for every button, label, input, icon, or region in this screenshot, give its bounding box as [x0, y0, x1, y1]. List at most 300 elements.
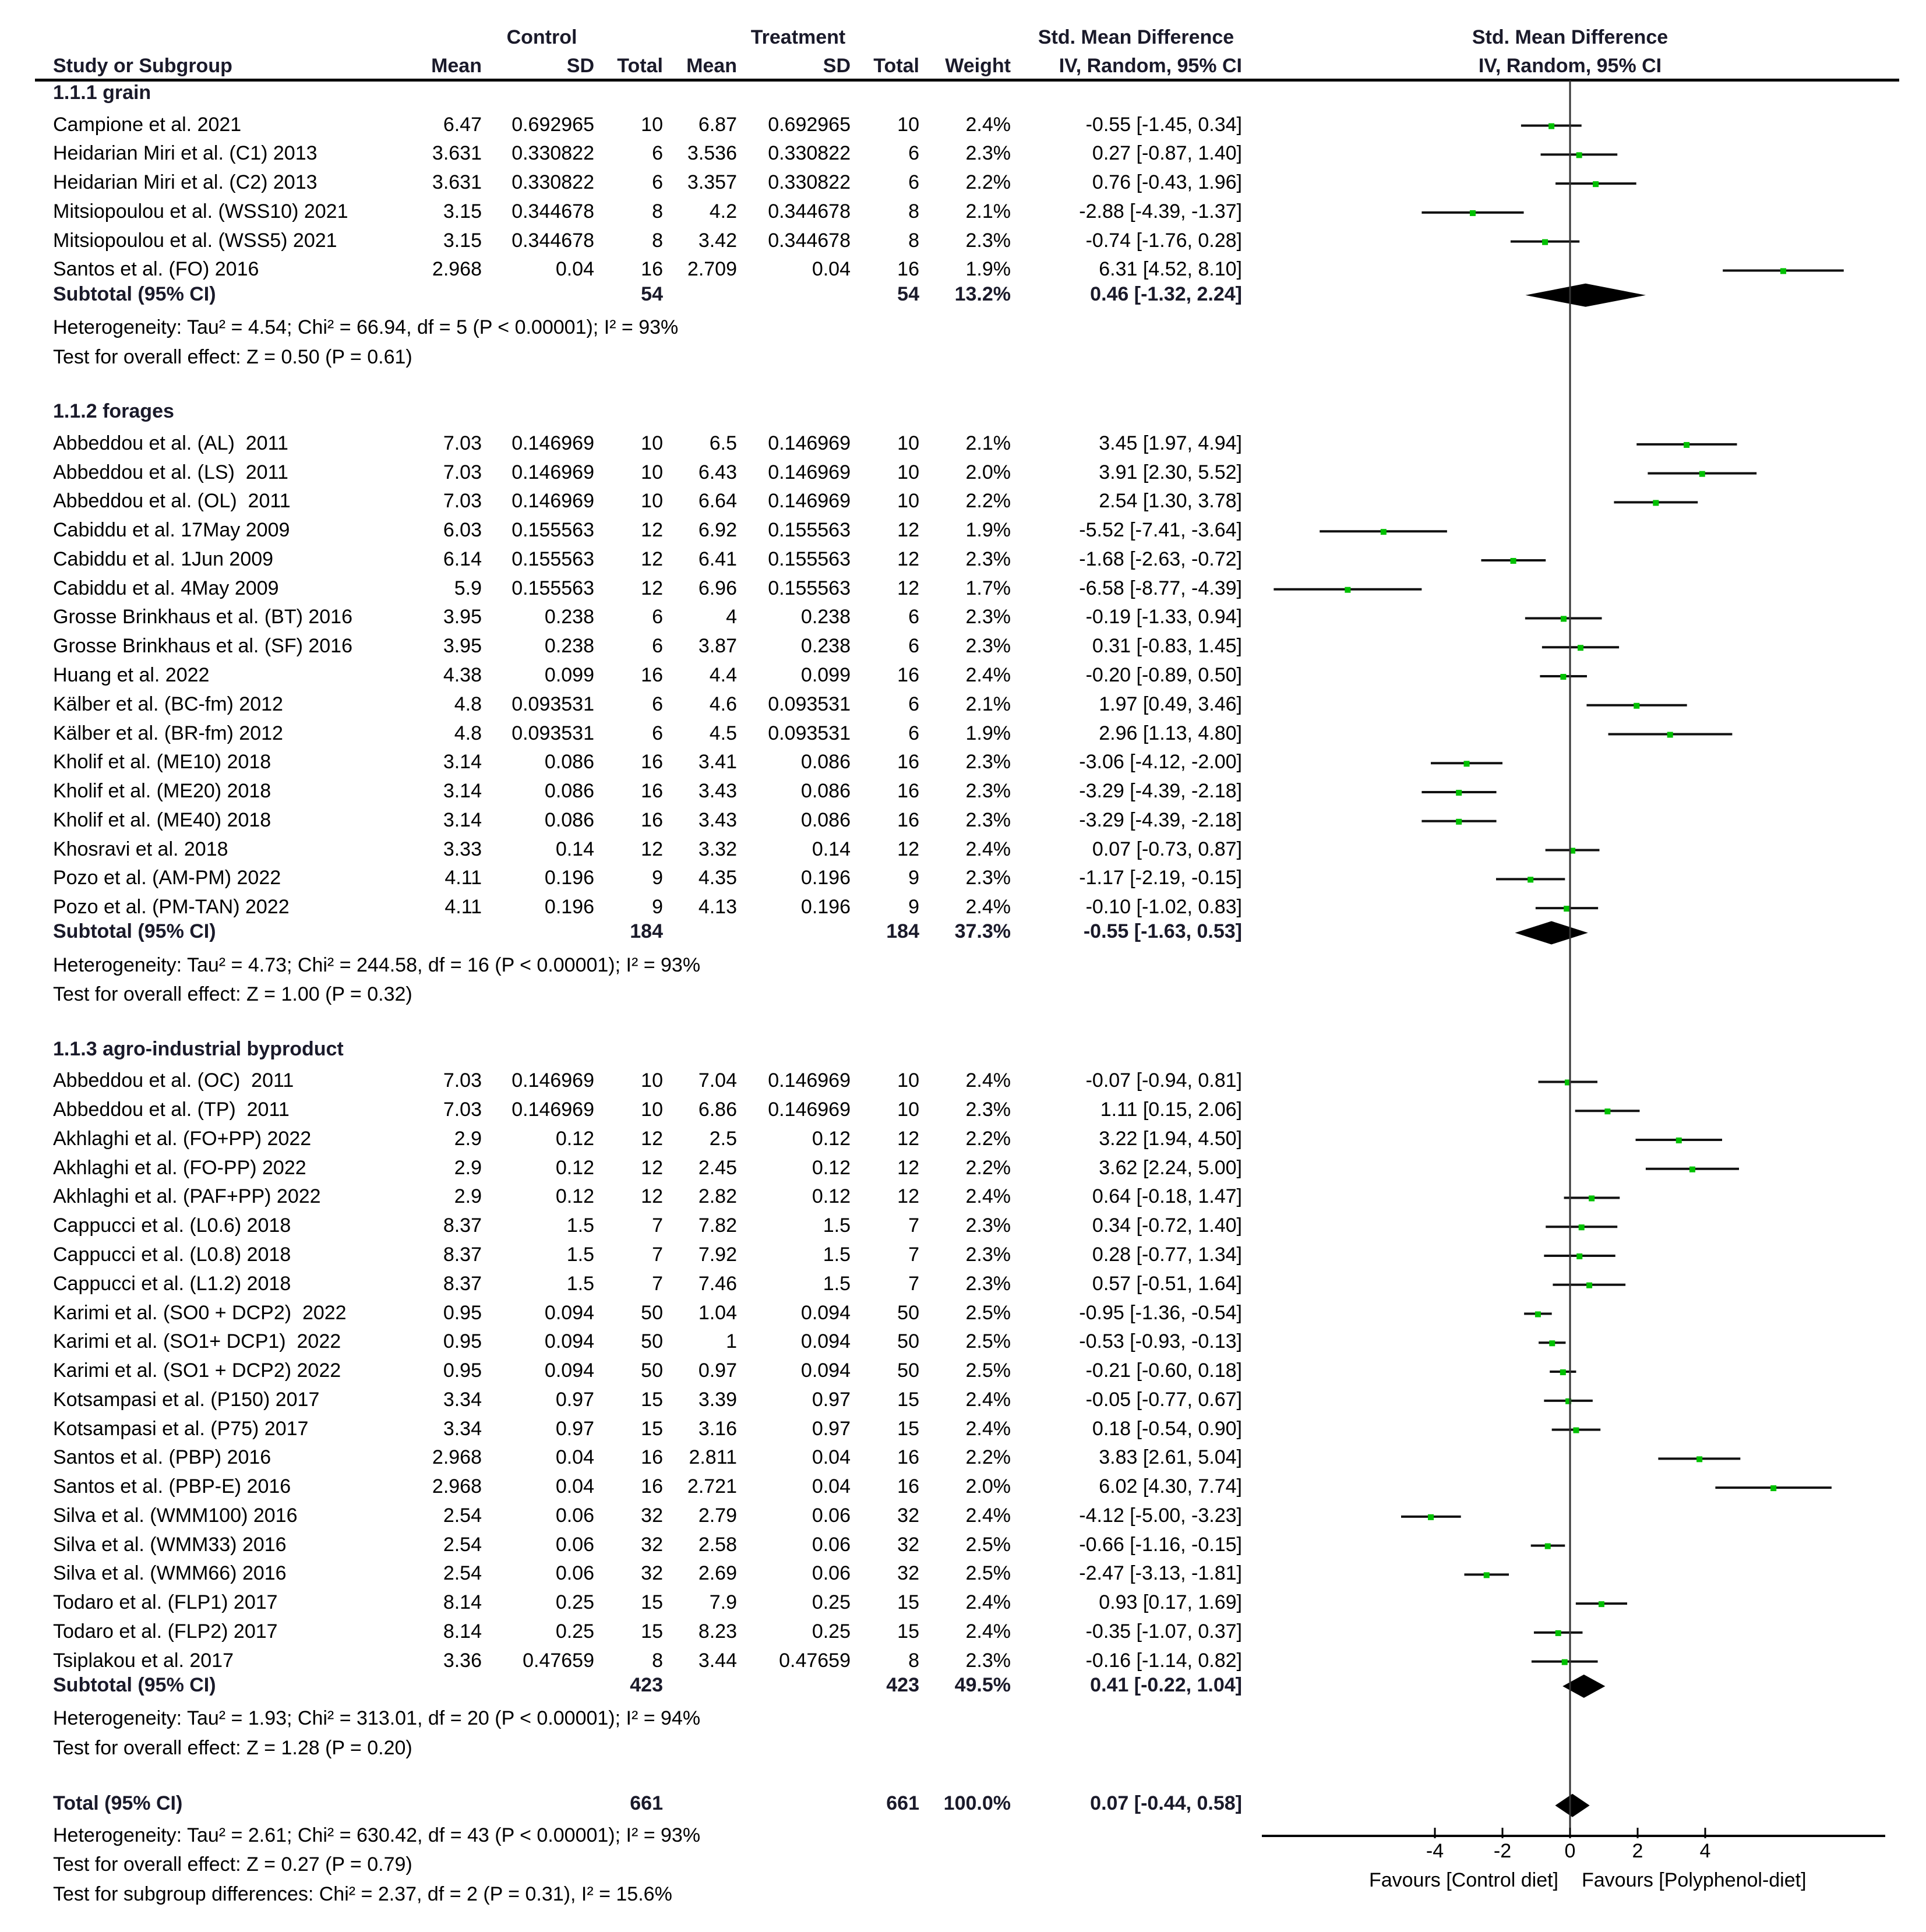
weight: 2.3% — [965, 635, 1011, 658]
treatment-mean: 1.04 — [698, 1301, 737, 1324]
control-mean: 3.15 — [443, 229, 482, 252]
control-sd: 0.692965 — [512, 113, 594, 136]
study-name: Huang et al. 2022 — [53, 663, 210, 686]
point-estimate-marker — [1545, 1544, 1551, 1549]
subtotal-control-total: 423 — [630, 1674, 663, 1697]
header-smd-group: Std. Mean Difference — [1038, 26, 1234, 48]
point-estimate-marker — [1589, 1195, 1595, 1201]
study-name: Cappucci et al. (L1.2) 2018 — [53, 1272, 291, 1295]
treatment-total: 12 — [897, 1156, 919, 1179]
weight: 2.5% — [965, 1301, 1011, 1324]
smd-ci: 0.64 [-0.18, 1.47] — [1092, 1185, 1242, 1208]
header-treatment-sd: SD — [823, 55, 851, 77]
weight: 2.5% — [965, 1562, 1011, 1585]
treatment-mean: 6.96 — [698, 577, 737, 599]
control-mean: 6.03 — [443, 519, 482, 542]
smd-ci: -3.29 [-4.39, -2.18] — [1079, 780, 1242, 803]
study-name: Campione et al. 2021 — [53, 113, 242, 136]
treatment-mean: 4.6 — [709, 693, 737, 715]
point-estimate-marker — [1511, 558, 1516, 564]
control-mean: 4.8 — [454, 693, 482, 715]
control-mean: 4.8 — [454, 722, 482, 744]
treatment-mean: 6.92 — [698, 519, 737, 542]
control-sd: 0.093531 — [512, 693, 594, 715]
weight: 2.4% — [965, 1620, 1011, 1643]
treatment-total: 6 — [908, 142, 919, 165]
smd-ci: 2.96 [1.13, 4.80] — [1099, 722, 1242, 744]
control-mean: 6.47 — [443, 113, 482, 136]
control-sd: 1.5 — [566, 1244, 594, 1266]
control-total: 50 — [641, 1301, 663, 1324]
treatment-mean: 2.45 — [698, 1156, 737, 1179]
treatment-mean: 4 — [726, 606, 737, 628]
smd-ci: -0.19 [-1.33, 0.94] — [1085, 606, 1242, 628]
weight: 2.4% — [965, 1069, 1011, 1092]
smd-ci: 3.45 [1.97, 4.94] — [1099, 432, 1242, 454]
treatment-mean: 2.79 — [698, 1504, 737, 1527]
treatment-total: 12 — [897, 838, 919, 860]
control-sd: 0.12 — [555, 1156, 594, 1179]
point-estimate-marker — [1578, 645, 1583, 651]
treatment-mean: 0.97 — [698, 1359, 737, 1382]
control-mean: 3.14 — [443, 808, 482, 831]
header-plot-ci: IV, Random, 95% CI — [1478, 55, 1662, 77]
point-estimate-marker — [1604, 1108, 1610, 1114]
treatment-mean: 6.43 — [698, 461, 737, 483]
pooled-estimate-diamond — [1562, 1675, 1605, 1698]
control-mean: 5.9 — [454, 577, 482, 599]
treatment-total: 10 — [897, 432, 919, 454]
treatment-total: 12 — [897, 548, 919, 570]
control-sd: 0.04 — [555, 1475, 594, 1498]
smd-ci: 2.54 [1.30, 3.78] — [1099, 490, 1242, 513]
control-sd: 0.146969 — [512, 432, 594, 454]
subtotal-ci: 0.41 [-0.22, 1.04] — [1090, 1674, 1242, 1697]
control-mean: 7.03 — [443, 461, 482, 483]
study-name: Kotsampasi et al. (P150) 2017 — [53, 1388, 320, 1411]
weight: 2.3% — [965, 867, 1011, 889]
control-sd: 0.086 — [544, 808, 594, 831]
control-sd: 0.093531 — [512, 722, 594, 744]
treatment-sd: 0.12 — [812, 1185, 851, 1208]
study-name: Heidarian Miri et al. (C2) 2013 — [53, 171, 318, 194]
control-sd: 1.5 — [566, 1272, 594, 1295]
treatment-sd: 0.093531 — [768, 722, 851, 744]
study-name: Abbeddou et al. (OC) 2011 — [53, 1069, 294, 1092]
treatment-total: 16 — [897, 780, 919, 803]
treatment-mean: 3.32 — [698, 838, 737, 860]
x-axis-tick-label: 4 — [1699, 1840, 1711, 1862]
control-total: 9 — [652, 896, 663, 919]
overall-effect-stat: Test for overall effect: Z = 1.00 (P = 0.32) — [53, 983, 412, 1006]
treatment-total: 16 — [897, 1475, 919, 1498]
study-name: Kholif et al. (ME20) 2018 — [53, 780, 271, 803]
treatment-total: 32 — [897, 1562, 919, 1585]
weight: 2.5% — [965, 1359, 1011, 1382]
treatment-sd: 0.094 — [800, 1359, 851, 1382]
x-axis-tick-label: -2 — [1493, 1840, 1512, 1862]
treatment-sd: 0.155563 — [768, 548, 851, 570]
treatment-sd: 0.344678 — [768, 229, 851, 252]
control-sd: 0.238 — [544, 635, 594, 658]
control-mean: 3.36 — [443, 1649, 482, 1672]
study-name: Grosse Brinkhaus et al. (SF) 2016 — [53, 635, 353, 658]
point-estimate-marker — [1456, 819, 1462, 825]
point-estimate-marker — [1564, 906, 1569, 912]
smd-ci: -0.16 [-1.14, 0.82] — [1085, 1649, 1242, 1672]
study-name: Kholif et al. (ME10) 2018 — [53, 751, 271, 773]
control-mean: 7.03 — [443, 1069, 482, 1092]
treatment-sd: 0.04 — [812, 1475, 851, 1498]
control-sd: 0.094 — [544, 1330, 594, 1353]
study-name: Pozo et al. (PM-TAN) 2022 — [53, 896, 290, 919]
weight: 2.1% — [965, 200, 1011, 222]
study-name: Kholif et al. (ME40) 2018 — [53, 808, 271, 831]
weight: 2.3% — [965, 1272, 1011, 1295]
control-total: 12 — [641, 838, 663, 860]
study-name: Cabiddu et al. 1Jun 2009 — [53, 548, 274, 570]
treatment-sd: 0.47659 — [779, 1649, 851, 1672]
x-axis-tick-label: -4 — [1426, 1840, 1444, 1862]
study-name: Karimi et al. (SO1 + DCP2) 2022 — [53, 1359, 341, 1382]
total-treatment-n: 661 — [886, 1792, 919, 1814]
treatment-sd: 0.099 — [800, 663, 851, 686]
subtotal-ci: -0.55 [-1.63, 0.53] — [1083, 920, 1242, 943]
control-total: 16 — [641, 663, 663, 686]
smd-ci: -0.53 [-0.93, -0.13] — [1079, 1330, 1242, 1353]
treatment-total: 12 — [897, 519, 919, 542]
control-sd: 0.155563 — [512, 548, 594, 570]
point-estimate-marker — [1549, 1340, 1555, 1346]
smd-ci: 0.27 [-0.87, 1.40] — [1092, 142, 1242, 165]
control-sd: 0.344678 — [512, 200, 594, 222]
weight: 2.3% — [965, 229, 1011, 252]
point-estimate-marker — [1573, 1428, 1579, 1433]
point-estimate-marker — [1676, 1138, 1682, 1143]
study-name: Silva et al. (WMM100) 2016 — [53, 1504, 298, 1527]
weight: 2.4% — [965, 1417, 1011, 1440]
treatment-total: 6 — [908, 171, 919, 194]
control-total: 12 — [641, 1156, 663, 1179]
control-sd: 0.344678 — [512, 229, 594, 252]
treatment-sd: 0.330822 — [768, 142, 851, 165]
point-estimate-marker — [1634, 703, 1639, 709]
control-total: 50 — [641, 1330, 663, 1353]
point-estimate-marker — [1484, 1572, 1490, 1578]
treatment-total: 7 — [908, 1244, 919, 1266]
study-name: Karimi et al. (SO1+ DCP1) 2022 — [53, 1330, 341, 1353]
treatment-total: 32 — [897, 1504, 919, 1527]
control-mean: 2.9 — [454, 1127, 482, 1150]
treatment-total: 16 — [897, 751, 919, 773]
control-sd: 0.12 — [555, 1127, 594, 1150]
treatment-total: 16 — [897, 663, 919, 686]
pooled-estimate-diamond — [1555, 1794, 1589, 1817]
treatment-sd: 0.12 — [812, 1127, 851, 1150]
treatment-mean: 6.5 — [709, 432, 737, 454]
control-mean: 8.37 — [443, 1244, 482, 1266]
study-name: Kotsampasi et al. (P75) 2017 — [53, 1417, 309, 1440]
treatment-sd: 0.330822 — [768, 171, 851, 194]
point-estimate-marker — [1576, 1253, 1582, 1259]
smd-ci: 0.34 [-0.72, 1.40] — [1092, 1214, 1242, 1237]
treatment-sd: 0.04 — [812, 1446, 851, 1469]
treatment-total: 6 — [908, 635, 919, 658]
control-sd: 0.06 — [555, 1504, 594, 1527]
study-name: Silva et al. (WMM33) 2016 — [53, 1533, 287, 1556]
smd-ci: 1.11 [0.15, 2.06] — [1100, 1099, 1242, 1121]
weight: 2.3% — [965, 1099, 1011, 1121]
control-total: 6 — [652, 693, 663, 715]
control-mean: 6.14 — [443, 548, 482, 570]
control-total: 32 — [641, 1562, 663, 1585]
treatment-sd: 0.344678 — [768, 200, 851, 222]
treatment-total: 15 — [897, 1620, 919, 1643]
header-treatment-total: Total — [873, 55, 919, 77]
treatment-total: 9 — [908, 867, 919, 889]
subtotal-treatment-total: 54 — [897, 282, 919, 305]
study-name: Akhlaghi et al. (FO+PP) 2022 — [53, 1127, 312, 1150]
control-sd: 0.238 — [544, 606, 594, 628]
treatment-total: 16 — [897, 808, 919, 831]
treatment-total: 8 — [908, 200, 919, 222]
control-mean: 7.03 — [443, 432, 482, 454]
treatment-total: 50 — [897, 1330, 919, 1353]
treatment-mean: 3.39 — [698, 1388, 737, 1411]
treatment-sd: 0.196 — [800, 896, 851, 919]
treatment-sd: 1.5 — [823, 1244, 851, 1266]
control-sd: 0.146969 — [512, 1099, 594, 1121]
subtotal-label: Subtotal (95% CI) — [53, 920, 216, 943]
control-mean: 2.54 — [443, 1504, 482, 1527]
control-total: 50 — [641, 1359, 663, 1382]
header-study-column: Study or Subgroup — [53, 55, 232, 77]
control-total: 10 — [641, 432, 663, 454]
control-total: 10 — [641, 490, 663, 513]
treatment-sd: 0.06 — [812, 1562, 851, 1585]
treatment-mean: 4.13 — [698, 896, 737, 919]
point-estimate-marker — [1770, 1485, 1776, 1491]
weight: 2.1% — [965, 693, 1011, 715]
treatment-mean: 4.4 — [709, 663, 737, 686]
treatment-sd: 1.5 — [823, 1272, 851, 1295]
smd-ci: 0.31 [-0.83, 1.45] — [1092, 635, 1242, 658]
weight: 2.4% — [965, 1591, 1011, 1614]
treatment-mean: 3.43 — [698, 780, 737, 803]
control-mean: 8.37 — [443, 1214, 482, 1237]
control-sd: 0.12 — [555, 1185, 594, 1208]
smd-ci: 3.22 [1.94, 4.50] — [1099, 1127, 1242, 1150]
point-estimate-marker — [1586, 1283, 1592, 1288]
control-total: 15 — [641, 1620, 663, 1643]
control-total: 6 — [652, 142, 663, 165]
treatment-sd: 0.146969 — [768, 461, 851, 483]
control-sd: 0.330822 — [512, 142, 594, 165]
treatment-total: 9 — [908, 896, 919, 919]
weight: 2.4% — [965, 896, 1011, 919]
weight: 2.3% — [965, 751, 1011, 773]
treatment-sd: 0.238 — [800, 606, 851, 628]
treatment-mean: 1 — [726, 1330, 737, 1353]
subtotal-treatment-total: 423 — [886, 1674, 919, 1697]
treatment-mean: 2.721 — [687, 1475, 737, 1498]
point-estimate-marker — [1560, 1369, 1566, 1375]
weight: 2.3% — [965, 1214, 1011, 1237]
control-total: 32 — [641, 1504, 663, 1527]
weight: 2.3% — [965, 548, 1011, 570]
treatment-total: 50 — [897, 1359, 919, 1382]
study-name: Todaro et al. (FLP1) 2017 — [53, 1591, 278, 1614]
point-estimate-marker — [1528, 877, 1533, 882]
treatment-mean: 3.43 — [698, 808, 737, 831]
smd-ci: 0.18 [-0.54, 0.90] — [1092, 1417, 1242, 1440]
control-sd: 0.14 — [555, 838, 594, 860]
weight: 1.7% — [965, 577, 1011, 599]
smd-ci: -0.05 [-0.77, 0.67] — [1085, 1388, 1242, 1411]
study-name: Mitsiopoulou et al. (WSS10) 2021 — [53, 200, 348, 222]
treatment-sd: 0.146969 — [768, 490, 851, 513]
weight: 2.4% — [965, 113, 1011, 136]
control-total: 10 — [641, 461, 663, 483]
treatment-sd: 0.155563 — [768, 519, 851, 542]
control-total: 16 — [641, 751, 663, 773]
control-sd: 0.086 — [544, 780, 594, 803]
control-mean: 0.95 — [443, 1359, 482, 1382]
treatment-sd: 0.25 — [812, 1620, 851, 1643]
weight: 2.2% — [965, 171, 1011, 194]
control-mean: 3.14 — [443, 751, 482, 773]
header-treatment-group: Treatment — [750, 26, 846, 48]
treatment-sd: 0.692965 — [768, 113, 851, 136]
control-total: 12 — [641, 548, 663, 570]
control-mean: 7.03 — [443, 490, 482, 513]
weight: 2.3% — [965, 142, 1011, 165]
study-name: Grosse Brinkhaus et al. (BT) 2016 — [53, 606, 353, 628]
weight: 2.5% — [965, 1330, 1011, 1353]
study-name: Khosravi et al. 2018 — [53, 838, 228, 860]
control-mean: 2.9 — [454, 1185, 482, 1208]
smd-ci: -0.66 [-1.16, -0.15] — [1079, 1533, 1242, 1556]
subtotal-weight: 49.5% — [954, 1674, 1011, 1697]
overall-effect-stat: Test for overall effect: Z = 1.28 (P = 0.20) — [53, 1736, 412, 1759]
study-name: Abbeddou et al. (OL) 2011 — [53, 490, 291, 513]
control-sd: 0.094 — [544, 1359, 594, 1382]
total-overall-effect: Test for overall effect: Z = 0.27 (P = 0.79) — [53, 1853, 412, 1876]
control-total: 6 — [652, 722, 663, 744]
control-mean: 3.33 — [443, 838, 482, 860]
control-total: 8 — [652, 229, 663, 252]
control-sd: 0.330822 — [512, 171, 594, 194]
control-mean: 2.968 — [432, 1446, 482, 1469]
treatment-total: 16 — [897, 1446, 919, 1469]
control-sd: 0.97 — [555, 1417, 594, 1440]
weight: 1.9% — [965, 722, 1011, 744]
treatment-mean: 2.709 — [687, 258, 737, 281]
smd-ci: -0.35 [-1.07, 0.37] — [1085, 1620, 1242, 1643]
treatment-sd: 0.146969 — [768, 1099, 851, 1121]
treatment-total: 8 — [908, 229, 919, 252]
treatment-sd: 0.14 — [812, 838, 851, 860]
point-estimate-marker — [1456, 790, 1462, 796]
study-name: Santos et al. (PBP-E) 2016 — [53, 1475, 291, 1498]
point-estimate-marker — [1381, 529, 1387, 535]
control-mean: 2.968 — [432, 1475, 482, 1498]
treatment-mean: 4.5 — [709, 722, 737, 744]
treatment-mean: 4.2 — [709, 200, 737, 222]
weight: 2.4% — [965, 1388, 1011, 1411]
weight: 2.2% — [965, 1127, 1011, 1150]
control-mean: 4.11 — [445, 867, 482, 889]
pooled-estimate-diamond — [1525, 284, 1645, 307]
treatment-sd: 0.146969 — [768, 432, 851, 454]
treatment-total: 10 — [897, 490, 919, 513]
header-control-total: Total — [617, 55, 663, 77]
study-name: Cappucci et al. (L0.6) 2018 — [53, 1214, 291, 1237]
weight: 1.9% — [965, 258, 1011, 281]
study-name: Kälber et al. (BC-fm) 2012 — [53, 693, 283, 715]
control-mean: 4.38 — [443, 663, 482, 686]
point-estimate-marker — [1470, 210, 1476, 216]
treatment-sd: 0.97 — [812, 1417, 851, 1440]
point-estimate-marker — [1689, 1167, 1695, 1172]
control-total: 16 — [641, 1446, 663, 1469]
heterogeneity-stat: Heterogeneity: Tau² = 1.93; Chi² = 313.01, df = 20 (P < 0.00001); I² = 94% — [53, 1707, 701, 1730]
total-control-n: 661 — [630, 1792, 663, 1814]
control-mean: 2.54 — [443, 1562, 482, 1585]
treatment-mean: 7.82 — [698, 1214, 737, 1237]
treatment-sd: 0.196 — [800, 867, 851, 889]
treatment-sd: 0.25 — [812, 1591, 851, 1614]
treatment-mean: 4.35 — [698, 867, 737, 889]
point-estimate-marker — [1535, 1312, 1541, 1318]
control-total: 15 — [641, 1591, 663, 1614]
treatment-total: 6 — [908, 722, 919, 744]
weight: 2.3% — [965, 1244, 1011, 1266]
smd-ci: -4.12 [-5.00, -3.23] — [1079, 1504, 1242, 1527]
control-sd: 0.099 — [544, 663, 594, 686]
treatment-mean: 2.58 — [698, 1533, 737, 1556]
weight: 2.2% — [965, 490, 1011, 513]
smd-ci: 0.93 [0.17, 1.69] — [1099, 1591, 1242, 1614]
total-heterogeneity: Heterogeneity: Tau² = 2.61; Chi² = 630.42, df = 43 (P < 0.00001); I² = 93% — [53, 1824, 701, 1846]
treatment-total: 12 — [897, 1185, 919, 1208]
control-sd: 0.196 — [544, 867, 594, 889]
treatment-mean: 3.536 — [687, 142, 737, 165]
smd-ci: -2.47 [-3.13, -1.81] — [1079, 1562, 1242, 1585]
smd-ci: -3.06 [-4.12, -2.00] — [1079, 751, 1242, 773]
point-estimate-marker — [1555, 1630, 1561, 1636]
smd-ci: 3.62 [2.24, 5.00] — [1099, 1156, 1242, 1179]
total-label: Total (95% CI) — [53, 1792, 183, 1814]
treatment-sd: 0.06 — [812, 1504, 851, 1527]
smd-ci: -3.29 [-4.39, -2.18] — [1079, 808, 1242, 831]
control-sd: 0.086 — [544, 751, 594, 773]
treatment-total: 6 — [908, 606, 919, 628]
treatment-sd: 0.094 — [800, 1330, 851, 1353]
smd-ci: 3.83 [2.61, 5.04] — [1099, 1446, 1242, 1469]
point-estimate-marker — [1653, 500, 1659, 506]
treatment-mean: 7.04 — [698, 1069, 737, 1092]
total-ci: 0.07 [-0.44, 0.58] — [1090, 1792, 1242, 1814]
study-name: Kälber et al. (BR-fm) 2012 — [53, 722, 283, 744]
treatment-sd: 0.094 — [800, 1301, 851, 1324]
control-total: 16 — [641, 258, 663, 281]
control-sd: 0.04 — [555, 1446, 594, 1469]
control-total: 6 — [652, 635, 663, 658]
smd-ci: -0.95 [-1.36, -0.54] — [1079, 1301, 1242, 1324]
weight: 2.3% — [965, 808, 1011, 831]
control-total: 16 — [641, 780, 663, 803]
